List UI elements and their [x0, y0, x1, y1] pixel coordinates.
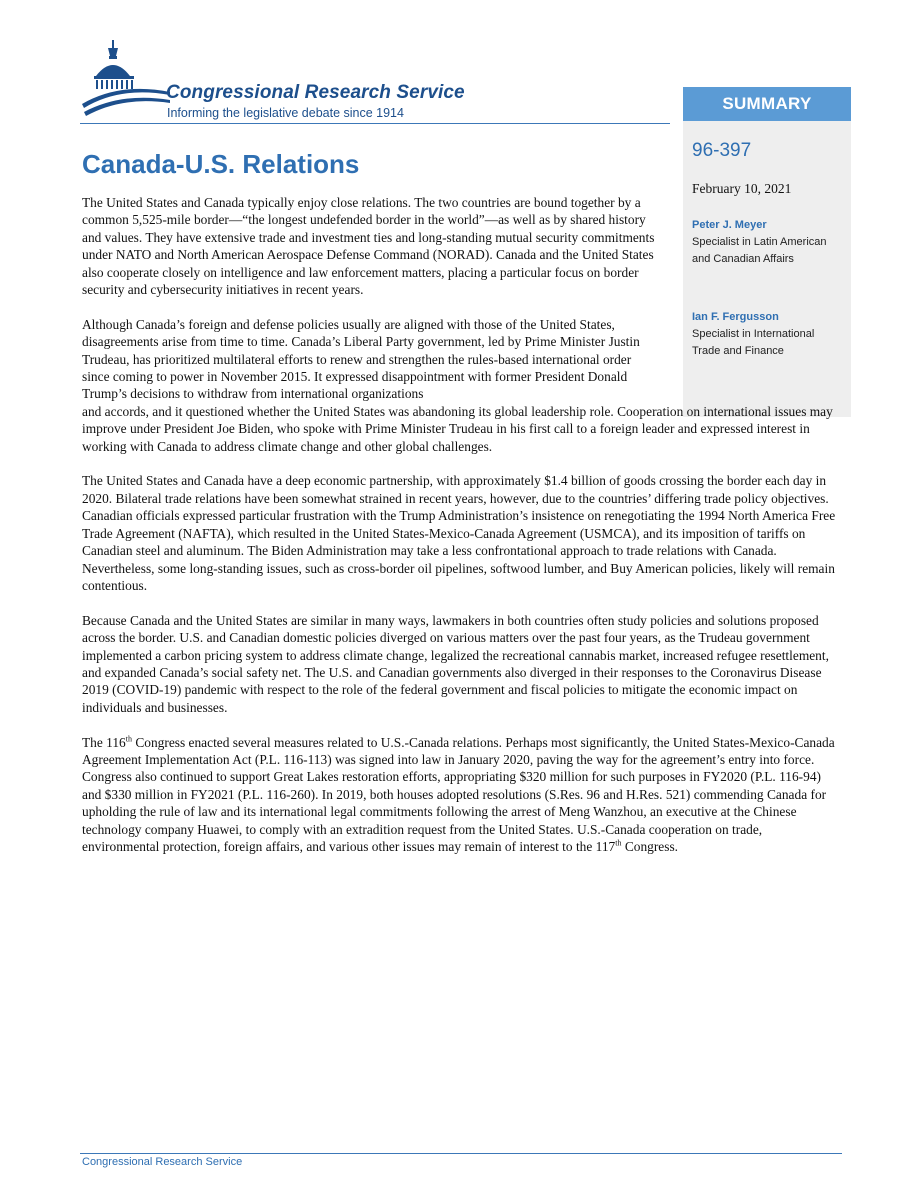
paragraph: The 116th Congress enacted several measures related to U.S.-Canada relations. Perhaps most significantly, the United States-Mexico-Canada Agreement Implementation Act (P.L. 116-113) was signed into law in January 2020, paving the way for the agreement’s entry into force. Congress also continued to support Great Lakes restoration efforts, appropriating $320 million for such purposes in FY2020 (P.L. 116-94) and $330 million in FY2021 (P.L. 116-260). In 2019, both houses adopted resolutions (S.Res. 96 and H.Res. 521) commending Canada for upholding the rule of law and its international legal commitments following the arrest of Meng Wanzhou, an executive at the Chinese technology company Huawei, to comply with an extradition request from the United States. U.S.-Canada cooperation on trade, environmental protection, foreign affairs, and various other issues may remain of interest to the 117th Congress. [82, 734, 835, 854]
org-name: Congressional Research Service [166, 82, 465, 103]
summary-banner: SUMMARY [683, 87, 851, 121]
paragraph: Because Canada and the United States are similar in many ways, lawmakers in both countries often study policies and solutions proposed across the border. U.S. and Canadian domestic policies diverged on various matters over the past four years, as the Trudeau government implemented a carbon pricing system to address climate change, legalized the recreational cannabis market, increased refugee resettlement, and expanded Canada’s social safety net. The U.S. and Canadian governments also diverged in their responses to the Coronavirus Disease 2019 (COVID-19) pandemic with respect to the role of the federal government and fiscal policies to mitigate the economic impact on individuals and businesses. [82, 612, 829, 715]
document-title: Canada-U.S. Relations [82, 149, 360, 179]
author-name[interactable]: Peter J. Meyer [692, 219, 767, 231]
paragraph: Although Canada’s foreign and defense policies usually are aligned with those of the United States, disagreements arise from time to time. Canada’s Liberal Party government, led by Prime Minister Justin Trudeau, has prioritized multilateral efforts to renew and strengthen the rules-based international order since coming to power in November 2015. It expressed disappointment with former President Donald Trump’s decisions to withdraw from international organizations [82, 316, 640, 402]
report-number: 96-397 [692, 140, 752, 161]
footer-divider [80, 1153, 842, 1154]
paragraph-continuation: and accords, and it questioned whether the United States was abandoning its global leadership role. Cooperation on international issues may improve under President Joe Biden, who spoke with Prime Minister Trudeau in his first call to a foreign leader and expressed interest in working with Canada to address climate change and other global challenges. [82, 403, 833, 454]
author-name[interactable]: Ian F. Fergusson [692, 311, 779, 323]
org-tagline: Informing the legislative debate since 1914 [167, 106, 404, 120]
header-divider [80, 123, 670, 124]
footer-text: Congressional Research Service [82, 1156, 243, 1168]
capitol-dome-icon [80, 34, 170, 124]
paragraph: The United States and Canada have a deep economic partnership, with approximately $1.4 billion of goods crossing the border each day in 2020. Bilateral trade relations have been somewhat strained in recent years, however, due to the countries’ differing trade policy objectives. Canadian officials expressed particular frustration with the Trump Administration’s insistence on renegotiating the 1994 North America Free Trade Agreement (NAFTA), which resulted in the United States-Mexico-Canada Agreement (USMCA), and its imposition of tariffs on Canadian steel and aluminum. The Biden Administration may take a less confrontational approach to trade relations with Canada. Nevertheless, some long-standing issues, such as cross-border oil pipelines, softwood lumber, and Buy American policies, likely will remain contentious. [82, 473, 836, 593]
summary-body [82, 194, 842, 873]
author-title: Specialist in International Trade and Finance [692, 328, 815, 357]
paragraph: The United States and Canada typically enjoy close relations. The two countries are bound together by a common 5,525-mile border—“the longest undefended border in the world”—as well as by shared history and values. They have extensive trade and investment ties and long-standing mutual security commitments under NATO and North American Aerospace Defense Command (NORAD). Canada and the United States also cooperate closely on intelligence and law enforcement matters, placing a particular focus on border security and cybersecurity initiatives in recent years. [82, 195, 655, 298]
crs-logo [80, 34, 480, 124]
author-title: Specialist in Latin American and Canadian Affairs [692, 236, 827, 265]
report-date: February 10, 2021 [692, 181, 792, 196]
